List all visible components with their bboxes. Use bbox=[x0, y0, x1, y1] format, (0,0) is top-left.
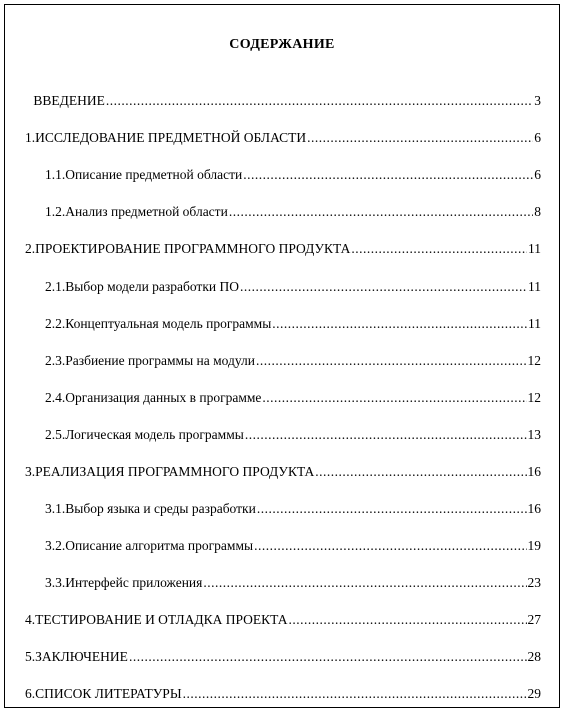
toc-entry-section-2-2 bbox=[45, 316, 541, 332]
toc-entry-number: 3.3. bbox=[45, 575, 66, 590]
toc-entry-label: ЗАКЛЮЧЕНИЕ bbox=[35, 649, 128, 664]
toc-entry-page: 29 bbox=[527, 686, 541, 701]
toc-entry-section-1-2 bbox=[45, 204, 541, 220]
toc-entry-number: 2.4. bbox=[45, 390, 66, 405]
page-title: СОДЕРЖАНИЕ bbox=[229, 37, 335, 52]
toc-entry-number: 2.2. bbox=[45, 316, 66, 331]
toc-entry-page: 12 bbox=[527, 353, 541, 368]
toc-entry-section-3 bbox=[25, 464, 541, 480]
toc-entry-number: 6. bbox=[25, 686, 36, 701]
document-page bbox=[4, 4, 560, 708]
toc-entry-label: Организация данных в программе bbox=[65, 390, 262, 405]
toc-entry-section-3-2 bbox=[45, 538, 541, 554]
toc-entry-section-2 bbox=[25, 241, 541, 257]
toc-entry-number: 3.1. bbox=[45, 501, 66, 516]
toc-entry-number: 1. bbox=[25, 130, 36, 145]
toc-entry-page: 11 bbox=[528, 241, 541, 256]
toc-entry-label: Разбиение программы на модули bbox=[65, 353, 256, 368]
toc-entry-number: 5. bbox=[25, 649, 36, 664]
toc-leader-dots bbox=[245, 427, 527, 443]
toc-entry-label: РЕАЛИЗАЦИЯ ПРОГРАММНОГО ПРОДУКТА bbox=[35, 464, 315, 479]
toc-entry-section-1-1 bbox=[45, 167, 541, 183]
toc-entry-number: 2.5. bbox=[45, 427, 66, 442]
toc-entry-label: ТЕСТИРОВАНИЕ И ОТЛАДКА ПРОЕКТА bbox=[35, 612, 288, 627]
toc-leader-dots bbox=[351, 241, 527, 257]
toc-leader-dots bbox=[307, 130, 533, 146]
toc-leader-dots bbox=[129, 649, 527, 665]
toc-entry-label: Выбор модели разработки ПО bbox=[65, 279, 239, 294]
toc-entry-section-4 bbox=[25, 612, 541, 628]
toc-entry-label: ВВЕДЕНИЕ bbox=[33, 93, 105, 108]
toc-entry-page: 3 bbox=[534, 93, 541, 108]
toc-leader-dots bbox=[106, 93, 533, 109]
toc-entry-section-5 bbox=[25, 649, 541, 665]
toc-entry-label: Концептуальная модель программы bbox=[65, 316, 272, 331]
toc-leader-dots bbox=[315, 464, 526, 480]
toc-entry-number: 1.2. bbox=[45, 204, 66, 219]
toc-entry-page: 23 bbox=[527, 575, 541, 590]
toc-entry-section-3-1 bbox=[45, 501, 541, 517]
toc-entry-label: ПРОЕКТИРОВАНИЕ ПРОГРАММНОГО ПРОДУКТА bbox=[35, 241, 351, 256]
toc-entry-page: 27 bbox=[527, 612, 541, 627]
toc-entry-label: Интерфейс приложения bbox=[65, 575, 203, 590]
toc-leader-dots bbox=[240, 279, 527, 295]
toc-leader-dots bbox=[272, 316, 527, 332]
toc-leader-dots bbox=[229, 204, 533, 220]
toc-leader-dots bbox=[203, 575, 526, 591]
toc-entry-page: 8 bbox=[534, 204, 541, 219]
toc-leader-dots bbox=[289, 612, 527, 628]
toc-entry-number: 2. bbox=[25, 241, 36, 256]
toc-leader-dots bbox=[254, 538, 526, 554]
toc-entry-label: Выбор языка и среды разработки bbox=[65, 501, 256, 516]
toc-entry-page: 11 bbox=[528, 316, 541, 331]
toc-entry-number: 2.1. bbox=[45, 279, 66, 294]
toc-entry-section-3-3 bbox=[45, 575, 541, 591]
toc-entry-label: Анализ предметной области bbox=[65, 204, 228, 219]
toc-leader-dots bbox=[262, 390, 526, 406]
toc-entry-section-6 bbox=[25, 686, 541, 702]
toc-entry-section-2-4 bbox=[45, 390, 541, 406]
toc-entry-label: Логическая модель программы bbox=[65, 427, 244, 442]
toc-entry-number: 1.1. bbox=[45, 167, 66, 182]
toc-entry-page: 16 bbox=[527, 464, 541, 479]
toc-entry-label: ИССЛЕДОВАНИЕ ПРЕДМЕТНОЙ ОБЛАСТИ bbox=[35, 130, 307, 145]
toc-entry-label: Описание предметной области bbox=[65, 167, 243, 182]
toc-entry-page: 28 bbox=[527, 649, 541, 664]
toc-entry-section-2-1 bbox=[45, 279, 541, 295]
toc-entry-section-1 bbox=[25, 130, 541, 146]
toc-leader-dots bbox=[183, 686, 527, 702]
toc-entry-number: 2.3. bbox=[45, 353, 66, 368]
toc-entry-label: Описание алгоритма программы bbox=[65, 538, 254, 553]
toc-leader-dots bbox=[257, 501, 527, 517]
toc-entry-number: 4. bbox=[25, 612, 36, 627]
toc-entry-page: 6 bbox=[534, 130, 541, 145]
toc-entry-section-2-5 bbox=[45, 427, 541, 443]
toc-entry-introduction bbox=[27, 93, 541, 109]
toc-entry-page: 13 bbox=[527, 427, 541, 442]
toc-entry-section-2-3 bbox=[45, 353, 541, 369]
toc-entry-page: 19 bbox=[527, 538, 541, 553]
toc-entry-number: 3. bbox=[25, 464, 36, 479]
toc-entry-page: 16 bbox=[527, 501, 541, 516]
toc-entry-page: 12 bbox=[527, 390, 541, 405]
toc-entry-page: 11 bbox=[528, 279, 541, 294]
toc-entry-number: 3.2. bbox=[45, 538, 66, 553]
toc-leader-dots bbox=[243, 167, 533, 183]
toc-entry-page: 6 bbox=[534, 167, 541, 182]
toc-leader-dots bbox=[256, 353, 526, 369]
toc-entry-label: СПИСОК ЛИТЕРАТУРЫ bbox=[35, 686, 182, 701]
